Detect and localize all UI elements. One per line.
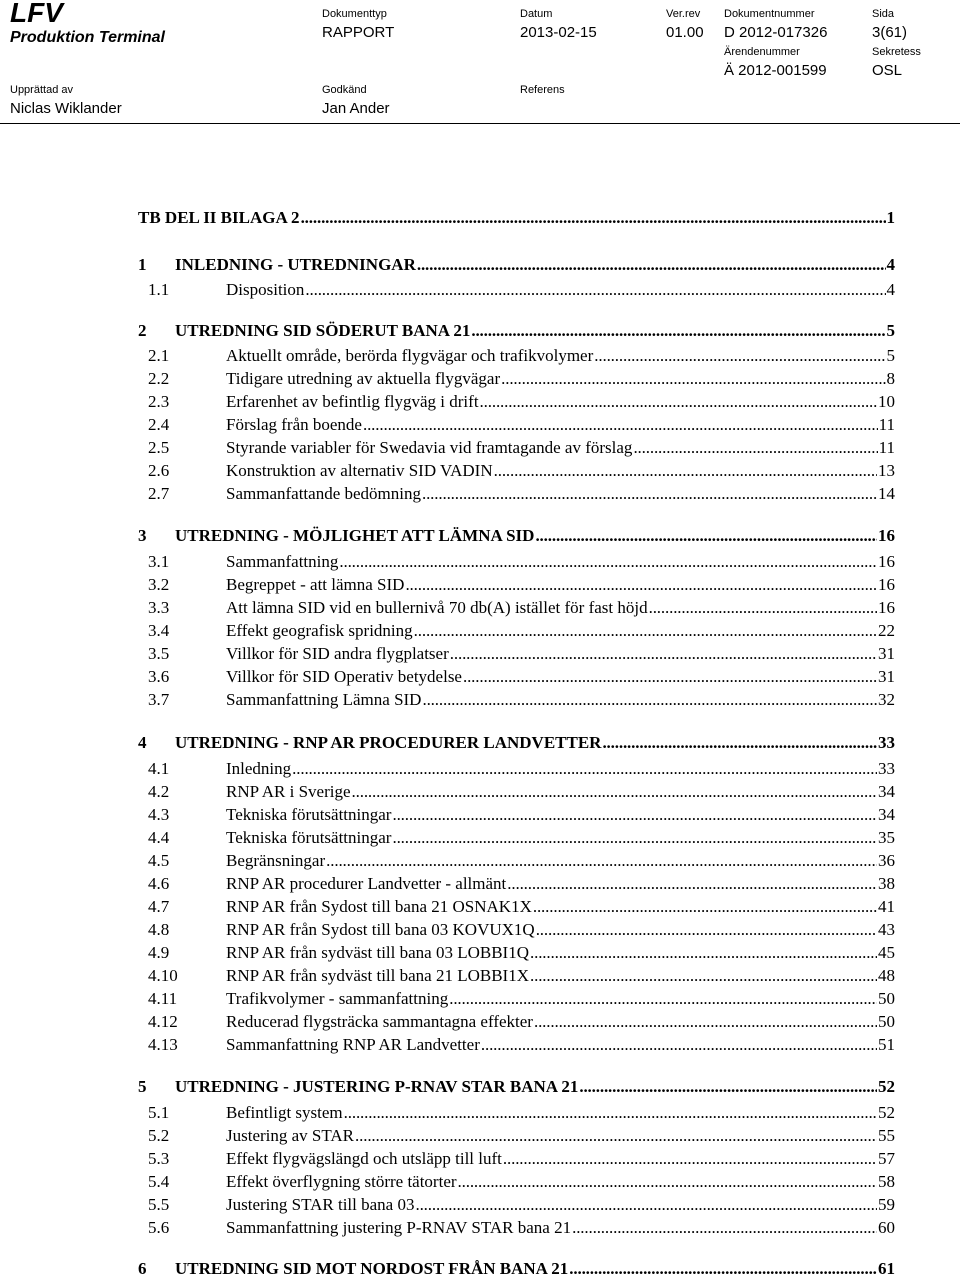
toc-entry[interactable] xyxy=(148,1149,895,1171)
toc-entry-title: TB DEL II BILAGA 2 xyxy=(138,208,300,227)
toc-entry-number: 4.2 xyxy=(148,782,170,801)
toc-entry[interactable] xyxy=(148,1218,895,1240)
toc-entry-page: 31 xyxy=(878,644,895,663)
toc-entry-page: 16 xyxy=(878,575,895,594)
toc-entry-page: 50 xyxy=(878,1012,895,1031)
toc-entry[interactable] xyxy=(148,828,895,850)
toc-entry-number: 5.6 xyxy=(148,1218,170,1237)
toc-entry-number: 2 xyxy=(138,321,147,340)
toc-entry[interactable] xyxy=(148,851,895,873)
toc-dot-leader xyxy=(649,598,877,618)
toc-entry-title: Konstruktion av alternativ SID VADIN xyxy=(226,461,493,480)
toc-dot-leader xyxy=(422,484,877,504)
toc-dot-leader xyxy=(594,346,885,366)
toc-entry[interactable] xyxy=(148,782,895,804)
toc-entry-number: 4.7 xyxy=(148,897,170,916)
toc-entry[interactable] xyxy=(148,897,895,919)
toc-dot-leader xyxy=(494,461,877,481)
toc-dot-leader xyxy=(422,690,877,710)
toc-entry[interactable] xyxy=(148,966,895,988)
document-number-value: D 2012-017326 xyxy=(724,24,828,41)
toc-entry[interactable] xyxy=(148,943,895,965)
toc-entry-title: Sammanfattning RNP AR Landvetter xyxy=(226,1035,480,1054)
toc-entry-page: 34 xyxy=(878,782,895,801)
toc-entry[interactable] xyxy=(148,552,895,574)
toc-entry-number: 3.3 xyxy=(148,598,170,617)
toc-entry-page: 35 xyxy=(878,828,895,847)
toc-entry-number: 2.7 xyxy=(148,484,170,503)
toc-entry-number: 2.6 xyxy=(148,461,170,480)
toc-entry-title: Sammanfattande bedömning xyxy=(226,484,421,503)
toc-dot-leader xyxy=(339,552,877,572)
toc-entry-page: 60 xyxy=(878,1218,895,1237)
toc-dot-leader xyxy=(363,415,878,435)
toc-entry-title: UTREDNING SID MOT NORDOST FRÅN BANA 21 xyxy=(175,1259,569,1278)
toc-entry-page: 14 xyxy=(878,484,895,503)
toc-entry[interactable] xyxy=(138,1077,895,1099)
toc-entry[interactable] xyxy=(148,598,895,620)
toc-entry-number: 2.2 xyxy=(148,369,170,388)
toc-dot-leader xyxy=(633,438,877,458)
toc-entry-number: 5.3 xyxy=(148,1149,170,1168)
toc-dot-leader xyxy=(530,966,877,986)
toc-dot-leader xyxy=(417,255,886,275)
toc-entry[interactable] xyxy=(148,369,895,391)
revision-label: Ver.rev xyxy=(666,8,701,20)
toc-entry-title: RNP AR procedurer Landvetter - allmänt xyxy=(226,874,507,893)
toc-dot-leader xyxy=(471,321,885,341)
toc-entry-page: 58 xyxy=(878,1172,895,1191)
toc-entry-page: 16 xyxy=(878,598,895,617)
toc-dot-leader xyxy=(292,759,877,779)
toc-entry-number: 5.4 xyxy=(148,1172,170,1191)
toc-entry-page: 52 xyxy=(878,1077,895,1096)
toc-entry-number: 6 xyxy=(138,1259,147,1278)
toc-entry-title: Inledning xyxy=(226,759,292,778)
toc-entry-page: 50 xyxy=(878,989,895,1008)
toc-entry-page: 55 xyxy=(878,1126,895,1145)
toc-entry-title: Effekt geografisk spridning xyxy=(226,621,413,640)
toc-entry[interactable] xyxy=(148,415,895,437)
toc-dot-leader xyxy=(536,920,877,940)
toc-entry-number: 3.1 xyxy=(148,552,170,571)
toc-dot-leader xyxy=(449,989,877,1009)
toc-entry-title: Erfarenhet av befintlig flygväg i drift xyxy=(226,392,479,411)
toc-dot-leader xyxy=(414,621,877,641)
toc-dot-leader xyxy=(326,851,877,871)
toc-entry-title: Villkor för SID Operativ betydelse xyxy=(226,667,462,686)
header-divider xyxy=(0,123,960,124)
toc-entry-page: 31 xyxy=(878,667,895,686)
toc-dot-leader xyxy=(480,392,877,412)
toc-entry-page: 38 xyxy=(878,874,895,893)
toc-entry[interactable] xyxy=(148,484,895,506)
toc-entry[interactable] xyxy=(148,874,895,896)
toc-entry[interactable] xyxy=(138,1259,895,1281)
toc-entry-number: 4.1 xyxy=(148,759,170,778)
toc-entry-page: 61 xyxy=(878,1259,895,1278)
toc-entry[interactable] xyxy=(138,208,895,230)
toc-entry[interactable] xyxy=(148,644,895,666)
toc-entry-page: 43 xyxy=(878,920,895,939)
toc-entry-title: Tekniska förutsättningar xyxy=(226,805,392,824)
toc-dot-leader xyxy=(344,1103,877,1123)
toc-entry-page: 48 xyxy=(878,966,895,985)
toc-entry-title: INLEDNING - UTREDNINGAR xyxy=(175,255,416,274)
toc-dot-leader xyxy=(392,805,877,825)
toc-entry-page: 13 xyxy=(878,461,895,480)
toc-entry[interactable] xyxy=(148,280,895,302)
toc-entry[interactable] xyxy=(148,438,895,460)
toc-entry-number: 4.6 xyxy=(148,874,170,893)
toc-entry[interactable] xyxy=(138,526,895,548)
toc-entry-title: Begreppet - att lämna SID xyxy=(226,575,405,594)
toc-entry-number: 5.2 xyxy=(148,1126,170,1145)
toc-entry-title: Villkor för SID andra flygplatser xyxy=(226,644,449,663)
toc-entry-title: Sammanfattning justering P-RNAV STAR bana 21 xyxy=(226,1218,572,1237)
toc-entry-number: 4.4 xyxy=(148,828,170,847)
toc-dot-leader xyxy=(355,1126,877,1146)
author-label: Upprättad av xyxy=(10,84,73,96)
toc-dot-leader xyxy=(534,1012,877,1032)
toc-entry-number: 2.3 xyxy=(148,392,170,411)
toc-entry[interactable] xyxy=(148,392,895,414)
toc-entry[interactable] xyxy=(148,805,895,827)
date-value: 2013-02-15 xyxy=(520,24,597,41)
toc-entry-page: 41 xyxy=(878,897,895,916)
date-label: Datum xyxy=(520,8,553,20)
toc-entry-page: 8 xyxy=(886,369,895,388)
toc-entry-page: 33 xyxy=(878,759,895,778)
author-value: Niclas Wiklander xyxy=(10,100,122,117)
toc-entry-number: 3.7 xyxy=(148,690,170,709)
toc-entry-number: 2.1 xyxy=(148,346,170,365)
toc-dot-leader xyxy=(450,644,877,664)
toc-entry-number: 1 xyxy=(138,255,147,274)
toc-entry[interactable] xyxy=(138,733,895,755)
toc-dot-leader xyxy=(458,1172,877,1192)
toc-entry-number: 4.5 xyxy=(148,851,170,870)
toc-dot-leader xyxy=(305,280,885,300)
toc-entry-number: 3.5 xyxy=(148,644,170,663)
toc-entry-page: 11 xyxy=(878,415,895,434)
toc-entry-page: 11 xyxy=(878,438,895,457)
toc-entry[interactable] xyxy=(148,690,895,712)
toc-entry-page: 16 xyxy=(878,526,895,545)
case-number-value: Ä 2012-001599 xyxy=(724,62,827,79)
toc-entry-page: 4 xyxy=(886,280,895,299)
toc-entry-number: 4.12 xyxy=(148,1012,178,1031)
toc-dot-leader xyxy=(301,208,886,228)
toc-dot-leader xyxy=(602,733,877,753)
toc-entry-title: Tidigare utredning av aktuella flygvägar xyxy=(226,369,501,388)
toc-entry-title: Att lämna SID vid en bullernivå 70 db(A) istället för fast höjd xyxy=(226,598,648,617)
toc-entry-title: Effekt överflygning större tätorter xyxy=(226,1172,457,1191)
toc-entry-page: 32 xyxy=(878,690,895,709)
toc-entry-title: RNP AR från sydväst till bana 03 LOBBI1Q xyxy=(226,943,529,962)
toc-entry-page: 5 xyxy=(886,321,895,340)
toc-entry-number: 5 xyxy=(138,1077,147,1096)
toc-entry-page: 59 xyxy=(878,1195,895,1214)
toc-entry-number: 1.1 xyxy=(148,280,170,299)
toc-entry[interactable] xyxy=(148,1172,895,1194)
toc-entry-number: 2.4 xyxy=(148,415,170,434)
doctype-label: Dokumenttyp xyxy=(322,8,387,20)
toc-entry-title: Förslag från boende xyxy=(226,415,362,434)
case-number-label: Ärendenummer xyxy=(724,46,800,58)
toc-dot-leader xyxy=(530,943,877,963)
page-value: 3(61) xyxy=(872,24,908,41)
secrecy-value: OSL xyxy=(872,62,903,79)
toc-entry[interactable] xyxy=(148,1103,895,1125)
toc-dot-leader xyxy=(405,575,877,595)
toc-entry[interactable] xyxy=(148,1195,895,1217)
toc-dot-leader xyxy=(533,897,877,917)
toc-dot-leader xyxy=(503,1149,877,1169)
toc-entry-page: 16 xyxy=(878,552,895,571)
toc-entry-title: UTREDNING - RNP AR PROCEDURER LANDVETTER xyxy=(175,733,602,752)
toc-entry-title: Disposition xyxy=(226,280,305,299)
toc-entry[interactable] xyxy=(148,1035,895,1057)
toc-dot-leader xyxy=(352,782,877,802)
toc-entry-number: 4.13 xyxy=(148,1035,178,1054)
toc-entry-page: 1 xyxy=(886,208,895,227)
toc-entry-title: RNP AR från Sydost till bana 03 KOVUX1Q xyxy=(226,920,535,939)
reference-label: Referens xyxy=(520,84,565,96)
toc-entry[interactable] xyxy=(148,1126,895,1148)
toc-entry-page: 22 xyxy=(878,621,895,640)
approved-label: Godkänd xyxy=(322,84,367,96)
toc-entry-title: UTREDNING SID SÖDERUT BANA 21 xyxy=(175,321,471,340)
toc-entry-number: 4.9 xyxy=(148,943,170,962)
toc-entry[interactable] xyxy=(148,920,895,942)
toc-dot-leader xyxy=(569,1259,877,1279)
toc-entry-number: 3.6 xyxy=(148,667,170,686)
toc-entry-title: Effekt flygvägslängd och utsläpp till luft xyxy=(226,1149,502,1168)
toc-entry-title: UTREDNING - MÖJLIGHET ATT LÄMNA SID xyxy=(175,526,535,545)
toc-entry-number: 3 xyxy=(138,526,147,545)
toc-entry-number: 4 xyxy=(138,733,147,752)
toc-entry-number: 4.8 xyxy=(148,920,170,939)
toc-entry-page: 52 xyxy=(878,1103,895,1122)
toc-entry-number: 3.2 xyxy=(148,575,170,594)
unit-name: Produktion Terminal xyxy=(10,29,165,46)
toc-entry[interactable] xyxy=(148,461,895,483)
page-label: Sida xyxy=(872,8,895,20)
toc-entry[interactable] xyxy=(148,346,895,368)
toc-entry[interactable] xyxy=(148,575,895,597)
revision-value: 01.00 xyxy=(666,24,704,41)
toc-dot-leader xyxy=(579,1077,877,1097)
toc-entry-page: 51 xyxy=(878,1035,895,1054)
toc-entry-title: Trafikvolymer - sammanfattning xyxy=(226,989,449,1008)
toc-entry-number: 5.5 xyxy=(148,1195,170,1214)
toc-entry-title: Justering av STAR xyxy=(226,1126,355,1145)
toc-entry-title: Reducerad flygsträcka sammantagna effekter xyxy=(226,1012,533,1031)
toc-entry-page: 45 xyxy=(878,943,895,962)
lfv-logo: LFV xyxy=(10,0,63,28)
toc-entry[interactable] xyxy=(148,621,895,643)
toc-dot-leader xyxy=(481,1035,877,1055)
toc-entry-title: Sammanfattning Lämna SID xyxy=(226,690,422,709)
toc-entry-title: Sammanfattning xyxy=(226,552,339,571)
toc-entry-number: 2.5 xyxy=(148,438,170,457)
toc-entry-title: Begränsningar xyxy=(226,851,326,870)
toc-entry-number: 4.10 xyxy=(148,966,178,985)
toc-entry[interactable] xyxy=(148,667,895,689)
toc-entry-number: 4.11 xyxy=(148,989,178,1008)
document-number-label: Dokumentnummer xyxy=(724,8,815,20)
toc-entry-title: RNP AR i Sverige xyxy=(226,782,351,801)
toc-entry-title: RNP AR från sydväst till bana 21 LOBBI1X xyxy=(226,966,529,985)
toc-entry[interactable] xyxy=(148,989,895,1011)
toc-dot-leader xyxy=(415,1195,877,1215)
toc-entry-title: Styrande variabler för Swedavia vid framtagande av förslag xyxy=(226,438,633,457)
toc-entry[interactable] xyxy=(138,255,895,277)
toc-entry-page: 36 xyxy=(878,851,895,870)
toc-entry-page: 4 xyxy=(886,255,895,274)
toc-entry-page: 57 xyxy=(878,1149,895,1168)
toc-entry-number: 5.1 xyxy=(148,1103,170,1122)
toc-entry-title: UTREDNING - JUSTERING P-RNAV STAR BANA 21 xyxy=(175,1077,579,1096)
toc-dot-leader xyxy=(572,1218,877,1238)
toc-entry-number: 4.3 xyxy=(148,805,170,824)
toc-dot-leader xyxy=(501,369,885,389)
toc-entry-page: 5 xyxy=(886,346,895,365)
toc-entry-title: Befintligt system xyxy=(226,1103,343,1122)
toc-dot-leader xyxy=(463,667,877,687)
toc-entry[interactable] xyxy=(148,759,895,781)
approved-value: Jan Ander xyxy=(322,100,390,117)
toc-entry-title: Tekniska förutsättningar xyxy=(226,828,392,847)
toc-dot-leader xyxy=(535,526,877,546)
toc-entry-page: 33 xyxy=(878,733,895,752)
toc-entry[interactable] xyxy=(148,1012,895,1034)
toc-dot-leader xyxy=(392,828,877,848)
toc-entry-title: Justering STAR till bana 03 xyxy=(226,1195,415,1214)
toc-dot-leader xyxy=(507,874,877,894)
toc-entry-page: 10 xyxy=(878,392,895,411)
secrecy-label: Sekretess xyxy=(872,46,921,58)
toc-entry-page: 34 xyxy=(878,805,895,824)
toc-entry[interactable] xyxy=(138,321,895,343)
toc-entry-number: 3.4 xyxy=(148,621,170,640)
toc-entry-title: Aktuellt område, berörda flygvägar och trafikvolymer xyxy=(226,346,594,365)
toc-entry-title: RNP AR från Sydost till bana 21 OSNAK1X xyxy=(226,897,532,916)
doctype-value: RAPPORT xyxy=(322,24,395,41)
